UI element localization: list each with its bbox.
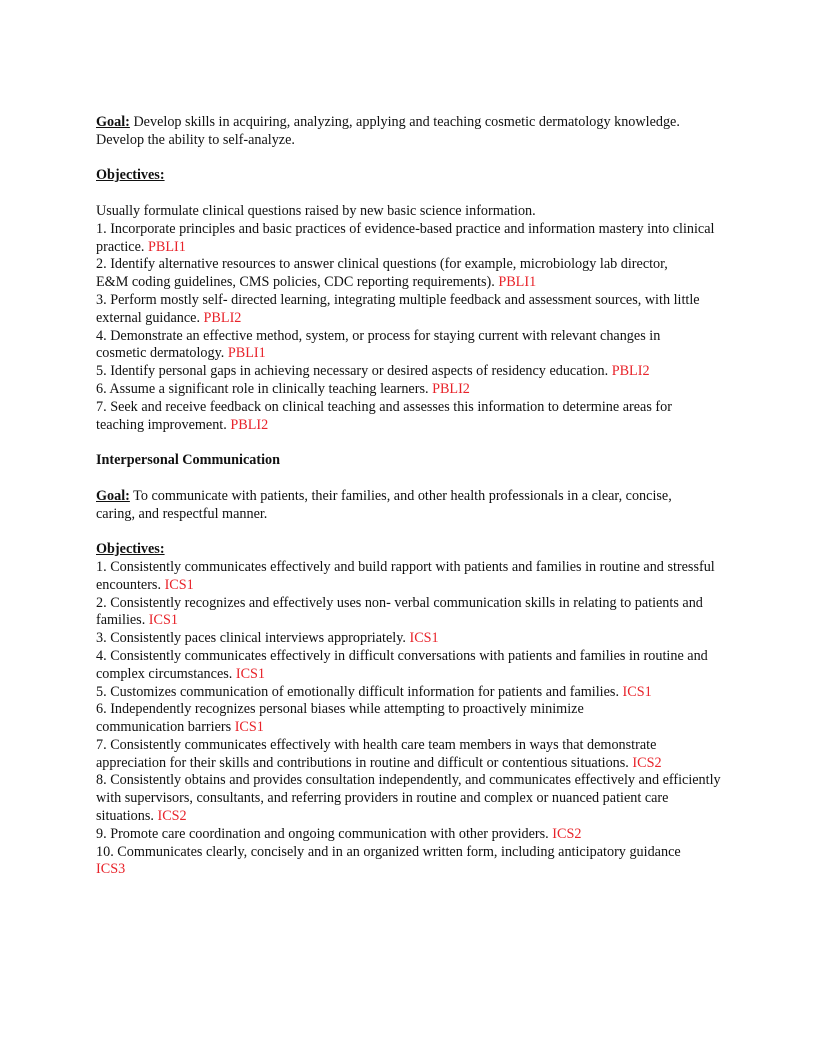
objective-item [96, 559, 721, 595]
objective-item [96, 826, 721, 844]
objective-text: 7. Consistently communicates effectively with health care team members in ways that demonstrate appreciation for their skills and contributions in routine and difficult or contentious situations. [96, 736, 657, 771]
competency-code: ICS2 [157, 808, 187, 825]
competency-code: ICS1 [409, 630, 439, 647]
objective-item [96, 737, 721, 773]
objective-item [96, 221, 721, 257]
competency-code: PBLI2 [203, 309, 242, 326]
objective-text: 5. Identify personal gaps in achieving necessary or desired aspects of residency education. [96, 363, 612, 380]
objective-text: 3. Consistently paces clinical interviews appropriately. [96, 630, 410, 647]
objective-text: 4. Consistently communicates effectively in difficult conversations with patients and families in routine and complex circumstances. [96, 647, 708, 682]
competency-code: PBLI1 [498, 274, 537, 291]
objectives-intro: Usually formulate clinical questions raised by new basic science information. [96, 202, 536, 219]
goal-label: Goal: [96, 487, 130, 504]
objective-text: 9. Promote care coordination and ongoing communication with other providers. [96, 825, 553, 842]
document-page [96, 114, 736, 879]
goal-text: Develop skills in acquiring, analyzing, applying and teaching cosmetic dermatology knowledge. Develop the ability to self-analyze. [96, 114, 680, 148]
objective-item [96, 328, 671, 364]
pbli-objectives-list [96, 221, 736, 435]
section-heading: Interpersonal Communication [96, 452, 281, 469]
competency-code: ICS2 [552, 825, 582, 842]
objective-text: 1. Incorporate principles and basic practices of evidence-based practice and information mastery into clinical practice. [96, 220, 715, 255]
competency-code: PBLI1 [147, 238, 186, 255]
objective-item [96, 363, 686, 381]
objective-text: 4. Demonstrate an effective method, system, or process for staying current with relevant changes in cosmetic dermatology. [96, 327, 661, 362]
objective-item [96, 256, 696, 292]
competency-code: ICS3 [96, 861, 126, 878]
ics-goal [96, 488, 701, 524]
competency-code: PBLI2 [432, 380, 470, 397]
objective-item [96, 595, 716, 631]
competency-code: PBLI2 [611, 363, 650, 380]
objective-text: 2. Identify alternative resources to answer clinical questions (for example, microbiology lab director, E&M coding guidelines, CMS policies, CDC reporting requirements). [96, 256, 668, 291]
objective-text: 6. Independently recognizes personal biases while attempting to proactively minimize communication barriers [96, 701, 584, 736]
competency-code: ICS1 [148, 612, 178, 629]
competency-code: ICS1 [622, 683, 652, 700]
objective-item [96, 701, 656, 737]
objective-text: 3. Perform mostly self- directed learning, integrating multiple feedback and assessment sources, with little external guidance. [96, 291, 700, 326]
goal-text: To communicate with patients, their families, and other health professionals in a clear, concise, caring, and respectful manner. [96, 487, 672, 522]
objective-item [96, 684, 696, 702]
objective-item [96, 381, 721, 399]
objective-item [96, 648, 721, 684]
objective-item [96, 399, 696, 435]
objective-text: 7. Seek and receive feedback on clinical teaching and assesses this information to determine areas for teaching improvement. [96, 398, 672, 433]
competency-code: ICS1 [164, 576, 194, 593]
objective-text: 5. Customizes communication of emotionally difficult information for patients and families. [96, 683, 623, 700]
competency-code: PBLI2 [230, 416, 269, 433]
objective-text: 8. Consistently obtains and provides consultation independently, and communicates effectively and efficiently with supervisors, consultants, and referring providers in routine and complex or nuanced patient care situations. [96, 772, 721, 825]
competency-code: ICS1 [234, 719, 264, 736]
objective-item [96, 844, 706, 880]
competency-code: ICS1 [235, 665, 266, 682]
objective-item [96, 772, 721, 825]
competency-code: PBLI1 [227, 345, 266, 362]
objectives-label: Objectives: [96, 541, 165, 558]
objective-text: 6. Assume a significant role in clinically teaching learners. [96, 380, 433, 397]
objective-text: 2. Consistently recognizes and effectively uses non- verbal communication skills in relating to patients and families. [96, 594, 703, 629]
objective-item [96, 292, 721, 328]
objective-text: 10. Communicates clearly, concisely and in an organized written form, including anticipatory guidance [96, 843, 681, 860]
ics-objectives-list [96, 559, 736, 879]
objective-text: 1. Consistently communicates effectively and build rapport with patients and families in routine and stressful encounters. [96, 558, 715, 593]
objective-item [96, 630, 721, 648]
pbli-goal [96, 114, 696, 150]
competency-code: ICS2 [632, 754, 662, 771]
objectives-label: Objectives: [96, 167, 165, 184]
goal-label: Goal: [96, 114, 130, 130]
